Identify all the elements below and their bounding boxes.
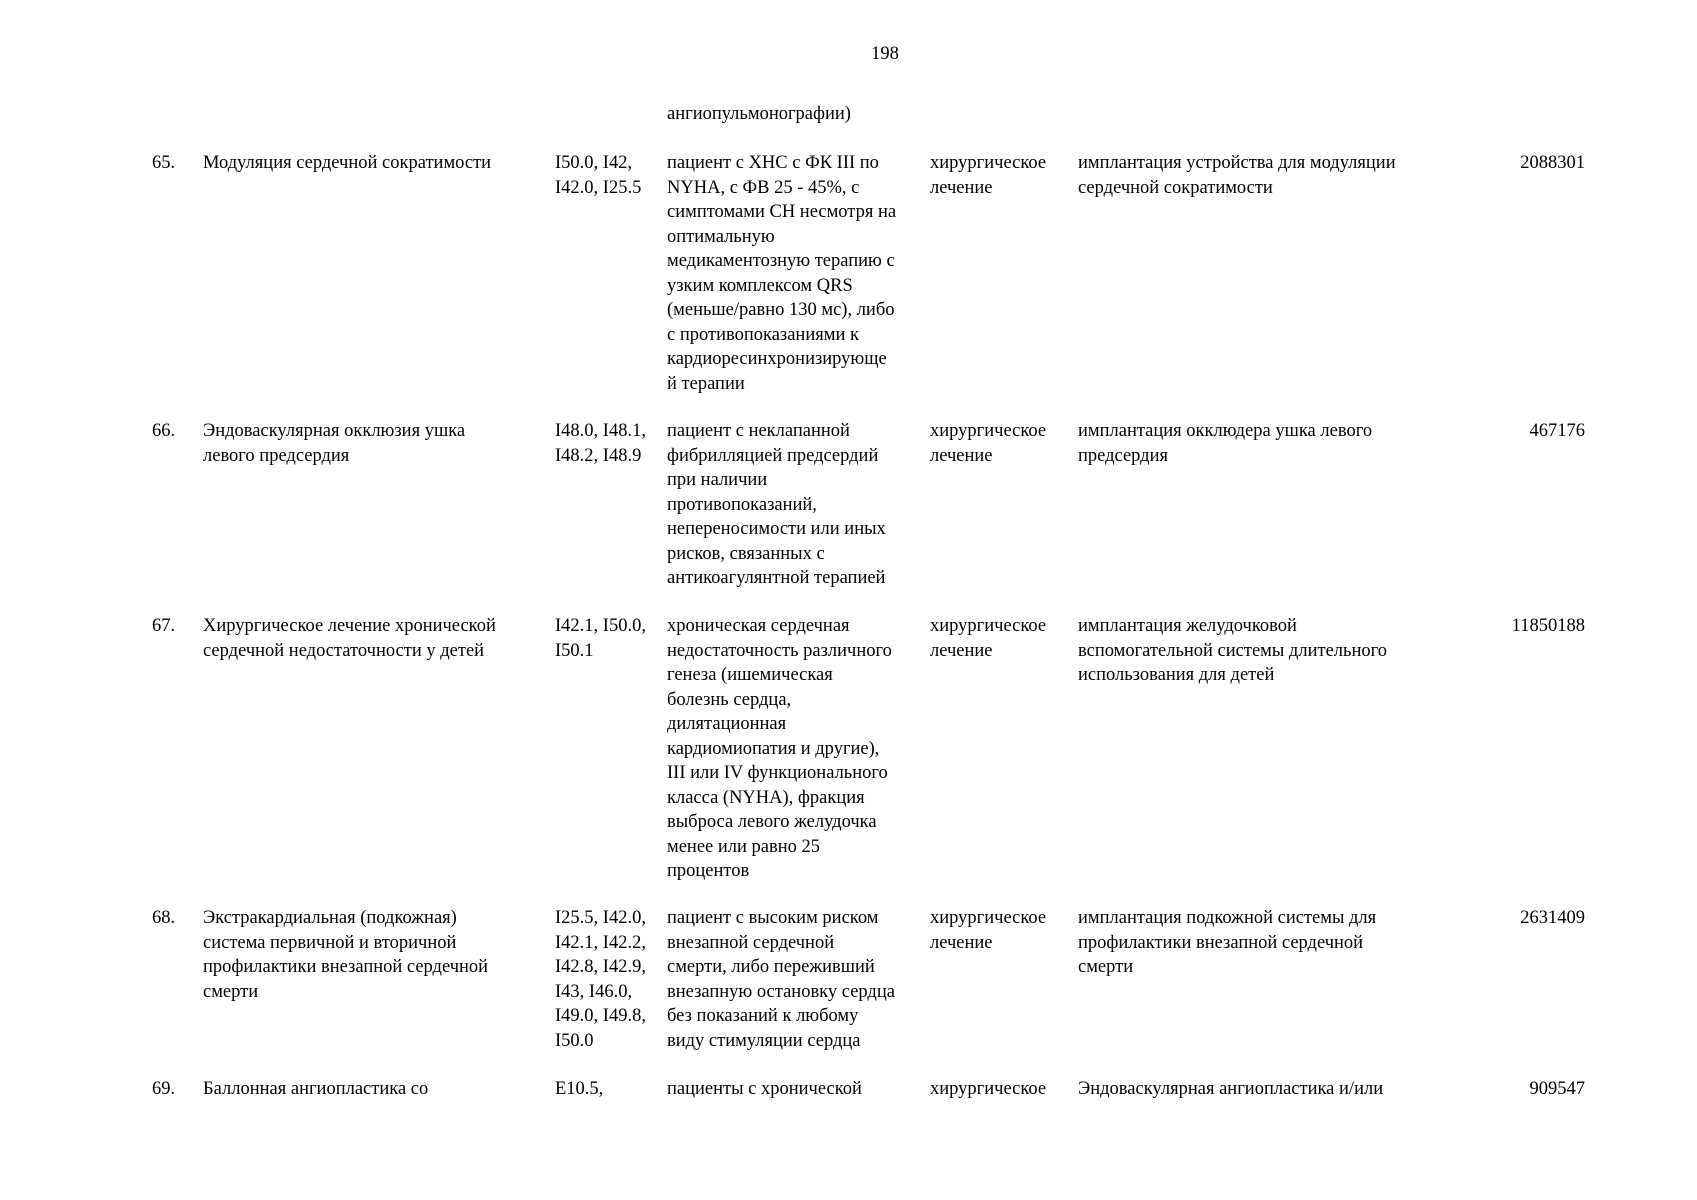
row-number: 68. <box>152 908 176 928</box>
treatment-type: хирургическое <box>930 1079 1047 1099</box>
treatment-method: имплантация устройства для модуляции сердечной сократимости <box>1078 153 1396 198</box>
treatment-method: имплантация подкожной системы для профилактики внезапной сердечной смерти <box>1078 908 1377 977</box>
patient-model: пациенты с хронической <box>667 1079 862 1099</box>
patient-model: хроническая сердечная недостаточность различного генеза (ишемическая болезнь сердца, дилятационная кардиомиопатия и другие), III или IV функционального класса (NYHA), фракция выброса левого желудочка менее или равно 25 процентов <box>667 616 892 881</box>
cost-value: 909547 <box>1529 1079 1585 1099</box>
row-number: 69. <box>152 1079 176 1099</box>
patient-model: пациент с высоким риском внезапной сердечной смерти, либо переживший внезапную остановку сердца без показаний к любому виду стимуляции сердца <box>667 908 895 1051</box>
page-number: 198 <box>871 44 899 64</box>
diagnosis-codes: I42.1, I50.0, I50.1 <box>555 616 646 661</box>
patient-model: пациент с неклапанной фибрилляцией предсердий при наличии противопоказаний, непереносимости или иных рисков, связанных с антикоагулянтной терапией <box>667 421 886 588</box>
cost-value: 2088301 <box>1520 153 1585 173</box>
diagnosis-codes: I25.5, I42.0, I42.1, I42.2, I42.8, I42.9, I43, I46.0, I49.0, I49.8, I50.0 <box>555 908 646 1051</box>
treatment-type: хирургическое лечение <box>930 616 1047 661</box>
cost-value: 11850188 <box>1511 616 1585 636</box>
diagnosis-codes: E10.5, <box>555 1079 604 1099</box>
treatment-type: хирургическое лечение <box>930 153 1047 198</box>
diagnosis-codes: I48.0, I48.1, I48.2, I48.9 <box>555 421 646 466</box>
treatment-method: имплантация окклюдера ушка левого предсердия <box>1078 421 1373 466</box>
procedure-name: Эндоваскулярная окклюзия ушка левого предсердия <box>203 421 466 466</box>
row-number: 66. <box>152 421 176 441</box>
row-number: 67. <box>152 616 176 636</box>
treatment-method: имплантация желудочковой вспомогательной системы длительного использования для детей <box>1078 616 1387 685</box>
procedure-name: Экстракардиальная (подкожная) система первичной и вторичной профилактики внезапной сердечной смерти <box>203 908 489 1002</box>
diagnosis-codes: I50.0, I42, I42.0, I25.5 <box>555 153 642 198</box>
treatment-type: хирургическое лечение <box>930 421 1047 466</box>
procedure-name: Баллонная ангиопластика со <box>203 1079 429 1099</box>
treatment-method: Эндоваскулярная ангиопластика и/или <box>1078 1079 1384 1099</box>
patient-model: пациент с ХНС с ФК III по NYHA, с ФВ 25 - 45%, с симптомами СН несмотря на оптимальную медикаментозную терапию с узким комплексом QRS (меньше/равно 130 мс), либо с противопоказаниями к кардиоресинхронизирующе й терапии <box>667 153 897 394</box>
treatment-type: хирургическое лечение <box>930 908 1047 953</box>
continuation-text: ангиопульмонографии) <box>667 104 851 124</box>
cost-value: 2631409 <box>1520 908 1585 928</box>
procedure-name: Хирургическое лечение хронической сердечной недостаточности у детей <box>203 616 496 661</box>
procedure-name: Модуляция сердечной сократимости <box>203 153 492 173</box>
cost-value: 467176 <box>1529 421 1585 441</box>
row-number: 65. <box>152 153 176 173</box>
